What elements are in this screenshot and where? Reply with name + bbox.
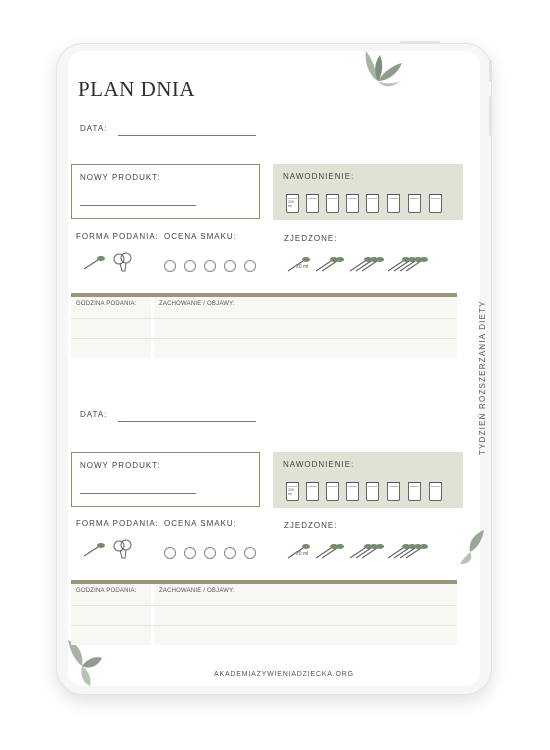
new-product-label: NOWY PRODUKT: (80, 173, 161, 182)
hydration-panel (273, 164, 463, 220)
device-side-button (489, 96, 492, 136)
new-product-label: NOWY PRODUKT: (80, 461, 161, 470)
time-column-header: GODZINA PODANIA: (76, 301, 137, 307)
device-top-button (400, 41, 440, 44)
taste-face-5-icon[interactable] (244, 260, 256, 272)
water-glass[interactable] (408, 194, 421, 213)
date-field[interactable] (118, 135, 256, 136)
page-title: PLAN DNIA (78, 77, 196, 101)
eaten-label: ZJEDZONE: (284, 234, 338, 243)
new-product-box[interactable] (71, 452, 260, 507)
taste-face-2-icon[interactable] (184, 547, 196, 559)
taste-label: OCENA SMAKU: (164, 232, 237, 241)
taste-face-1-icon[interactable] (164, 547, 176, 559)
form-label: FORMA PODANIA: (76, 519, 159, 528)
taste-face-4-icon[interactable] (224, 260, 236, 272)
water-glass[interactable] (286, 482, 299, 501)
spoon-icon[interactable] (82, 255, 106, 271)
side-label: TYDZIEŃ ROZSZERZANIA DIETY (478, 300, 487, 455)
eaten-label: ZJEDZONE: (284, 521, 338, 530)
eaten-small-mark: 20 ml (296, 264, 309, 270)
hydration-panel (273, 452, 463, 508)
water-glass[interactable] (326, 482, 339, 501)
new-product-box[interactable] (71, 164, 260, 219)
water-glass[interactable] (286, 194, 299, 213)
eaten-four-spoons-icon[interactable] (386, 542, 428, 562)
time-column-header: GODZINA PODANIA: (76, 588, 137, 594)
broccoli-icon[interactable] (112, 252, 134, 272)
taste-face-3-icon[interactable] (204, 260, 216, 272)
device-side-button (489, 60, 492, 82)
water-glass[interactable] (306, 194, 319, 213)
table-row-line (71, 338, 457, 339)
table-row-line (71, 605, 457, 606)
new-product-line (80, 205, 196, 206)
leaf-decoration-icon (356, 51, 406, 91)
glass-mark: 200 ml (288, 488, 294, 496)
water-glass[interactable] (408, 482, 421, 501)
water-glass[interactable] (366, 482, 379, 501)
eaten-two-spoons-icon[interactable] (314, 542, 344, 562)
planner-page (68, 51, 480, 686)
water-glass[interactable] (429, 482, 442, 501)
behavior-column-header: ZACHOWANIE / OBJAWY: (159, 301, 235, 307)
date-field[interactable] (118, 421, 256, 422)
water-glass[interactable] (346, 194, 359, 213)
taste-face-3-icon[interactable] (204, 547, 216, 559)
glass-mark: 200 ml (288, 200, 294, 208)
date-label: DATA: (80, 410, 108, 419)
table-row-line (71, 318, 457, 319)
water-glass[interactable] (326, 194, 339, 213)
new-product-line (80, 493, 196, 494)
spoon-icon[interactable] (82, 542, 106, 558)
taste-face-5-icon[interactable] (244, 547, 256, 559)
eaten-small-mark: 20 ml (296, 551, 309, 557)
date-label: DATA: (80, 124, 108, 133)
water-glass[interactable] (306, 482, 319, 501)
water-glass[interactable] (366, 194, 379, 213)
eaten-three-spoons-icon[interactable] (348, 542, 384, 562)
footer-website: AKADEMIAZYWIENIADZIECKA.ORG (214, 671, 354, 678)
form-label: FORMA PODANIA: (76, 232, 159, 241)
behavior-column-header: ZACHOWANIE / OBJAWY: (159, 588, 235, 594)
water-glass[interactable] (387, 194, 400, 213)
taste-label: OCENA SMAKU: (164, 519, 237, 528)
water-glass[interactable] (387, 482, 400, 501)
water-glass[interactable] (346, 482, 359, 501)
water-glass[interactable] (429, 194, 442, 213)
taste-face-4-icon[interactable] (224, 547, 236, 559)
eaten-four-spoons-icon[interactable] (386, 255, 428, 275)
leaf-decoration-icon (460, 528, 484, 568)
eaten-two-spoons-icon[interactable] (314, 255, 344, 275)
broccoli-icon[interactable] (112, 539, 134, 559)
table-row-line (71, 625, 457, 626)
hydration-label: NAWODNIENIE: (283, 172, 355, 181)
hydration-label: NAWODNIENIE: (283, 460, 355, 469)
taste-face-1-icon[interactable] (164, 260, 176, 272)
eaten-three-spoons-icon[interactable] (348, 255, 384, 275)
taste-face-2-icon[interactable] (184, 260, 196, 272)
